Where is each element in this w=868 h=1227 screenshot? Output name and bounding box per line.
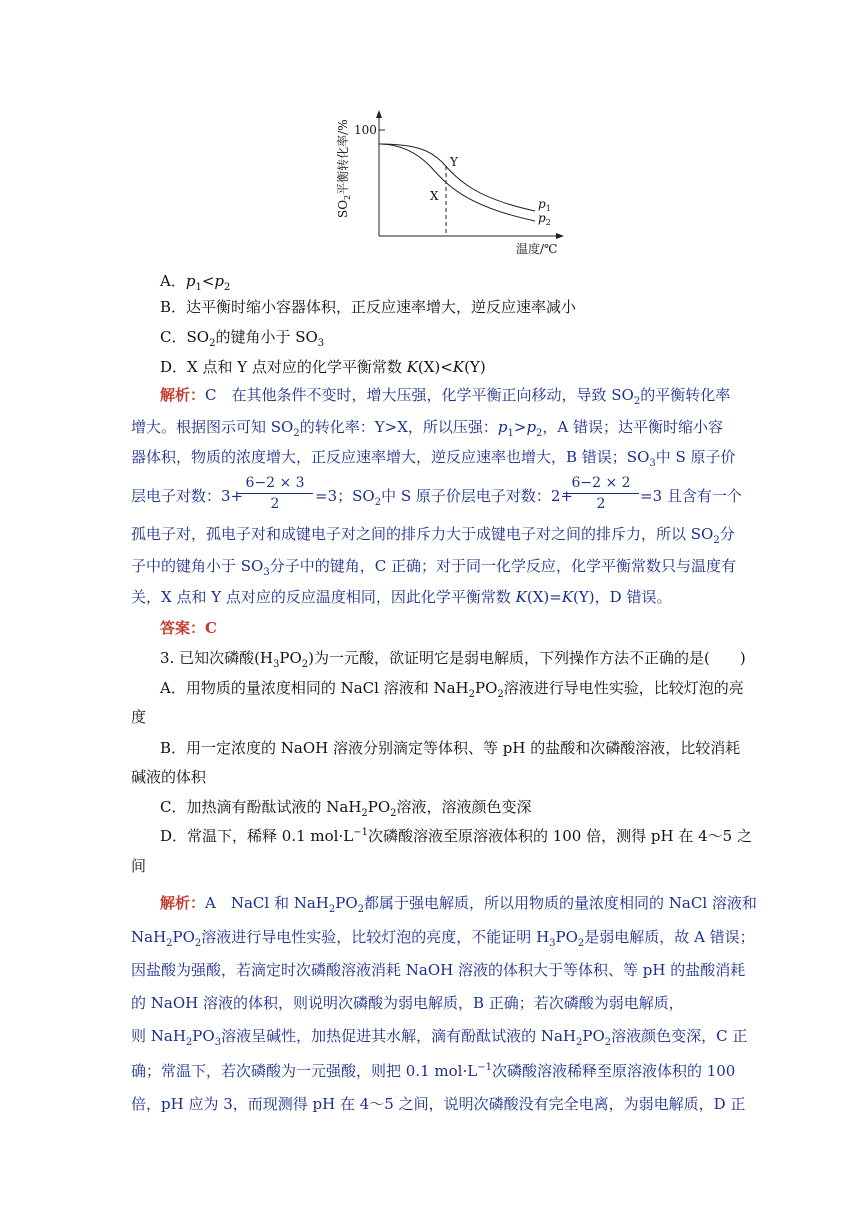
analysis2-line1: 解析：A NaCl 和 $NaH_2PO_2$都属于强电解质，所以用物质的量浓度相同的 NaCl 溶液和	[160, 894, 757, 915]
question3-option-c: C．加热滴有酚酞试液的 $NaH_2PO_2$溶液，溶液颜色变深	[160, 798, 532, 819]
question3-option-b-line1: B．用一定浓度的 NaOH 溶液分别滴定等体积、等 pH 的盐酸和次磷酸溶液，比较消耗	[160, 739, 741, 757]
option-b: B．达平衡时缩小容器体积，正反应速率增大，逆反应速率减小	[160, 298, 577, 316]
question3-option-d-line1: D．常温下，稀释 0.1 $mol\cdot L^{-1}$次磷酸溶液至原溶液体积的 100 倍，测得 pH 在 4～5 之	[160, 827, 752, 845]
question3-stem: 3. 已知次磷酸$(H_3PO_2)$为一元酸，欲证明它是弱电解质，下列操作方法不正确的是( )	[160, 649, 746, 670]
question3-option-d-line2: 间	[131, 857, 147, 875]
y-tick-label: 100	[354, 123, 377, 137]
analysis1-line1: 解析：C 在其他条件不变时，增大压强，化学平衡正向移动，导致 $SO_2$的平衡转化率	[160, 386, 731, 407]
analysis2-line3: 因盐酸为强酸，若滴定时次磷酸溶液消耗 NaOH 溶液的体积大于等体积、等 pH 的盐酸消耗	[131, 961, 746, 979]
analysis2-line4: 的 NaOH 溶液的体积，则说明次磷酸为弱电解质，B 正确；若次磷酸为弱电解质，	[131, 994, 684, 1012]
analysis1-line4-a: 层电子对数：3+	[131, 487, 244, 505]
series-p2-label: $p_2$	[538, 211, 551, 227]
question3-option-b-line2: 碱液的体积	[131, 768, 207, 786]
analysis2-line5: 则 $NaH_2PO_3$溶液呈碱性，加热促进其水解，滴有酚酞试液的 $NaH_2PO_2$溶液颜色变深，C 正	[131, 1027, 748, 1048]
point-x-label: X	[430, 189, 439, 203]
chart-svg	[330, 110, 570, 260]
y-axis-arrow	[376, 110, 382, 118]
analysis1-line7: 关，X 点和 Y 点对应的反应温度相同，因此化学平衡常数 K(X)=K(Y)，D 错误。	[131, 588, 672, 606]
question3-option-a-line2: 度	[131, 708, 147, 726]
series-p1-label: $p_1$	[538, 197, 551, 213]
analysis1-line4-c: =3 且含有一个	[640, 487, 742, 505]
analysis2-line7: 倍，pH 应为 3，而现测得 pH 在 4～5 之间，说明次磷酸没有完全电离，为弱电解质，D 正	[131, 1095, 746, 1113]
analysis1-line5: 孤电子对，孤电子对和成键电子对之间的排斥力大于成键电子对之间的排斥力，所以 $SO_2$分	[131, 525, 735, 546]
answer1: 答案：C	[160, 619, 217, 637]
analysis2-line6: 确；常温下，若次磷酸为一元强酸，则把 0.1 $mol\cdot L^{-1}$次磷酸溶液稀释至原溶液体积的 100	[131, 1062, 736, 1080]
analysis1-line4-b: =3；$SO_2$中 S 原子价层电子对数：2+	[315, 487, 573, 508]
option-a: A．$p_1<p_2$	[160, 272, 231, 293]
fraction-1: 6−2 × 3 2	[237, 474, 313, 513]
analysis1-line6: 子中的键角小于 $SO_3$分子中的键角，C 正确；对于同一化学反应，化学平衡常数只与温度有	[131, 557, 736, 578]
question3-option-a-line1: A．用物质的量浓度相同的 NaCl 溶液和 $NaH_2PO_2$溶液进行导电性实验，比较灯泡的亮	[160, 679, 744, 700]
option-c: C．$SO_2$的键角小于 $SO_3$	[160, 328, 325, 349]
point-y-label: Y	[450, 155, 458, 169]
x-axis-arrow	[556, 233, 564, 239]
chart-y-label: $SO_2$平衡转化率/%	[336, 119, 352, 218]
analysis1-line2: 增大。根据图示可知 $SO_2$的转化率：Y>X，所以压强：$p_1>p_2$，A 错误；达平衡时缩小容	[131, 418, 724, 439]
analysis1-line3: 器体积，物质的浓度增大，正反应速率增大，逆反应速率也增大，B 错误；$SO_3$中 S 原子价	[131, 448, 736, 469]
analysis2-line2: $NaH_2PO_2$溶液进行导电性实验，比较灯泡的亮度，不能证明 $H_3PO_2$是弱电解质，故 A 错误；	[131, 928, 755, 949]
equilibrium-chart	[330, 110, 570, 260]
option-d: D．X 点和 Y 点对应的化学平衡常数 K(X)<K(Y)	[160, 358, 486, 376]
chart-x-label: 温度/℃	[516, 242, 558, 256]
fraction-2: 6−2 × 2 2	[563, 474, 639, 513]
